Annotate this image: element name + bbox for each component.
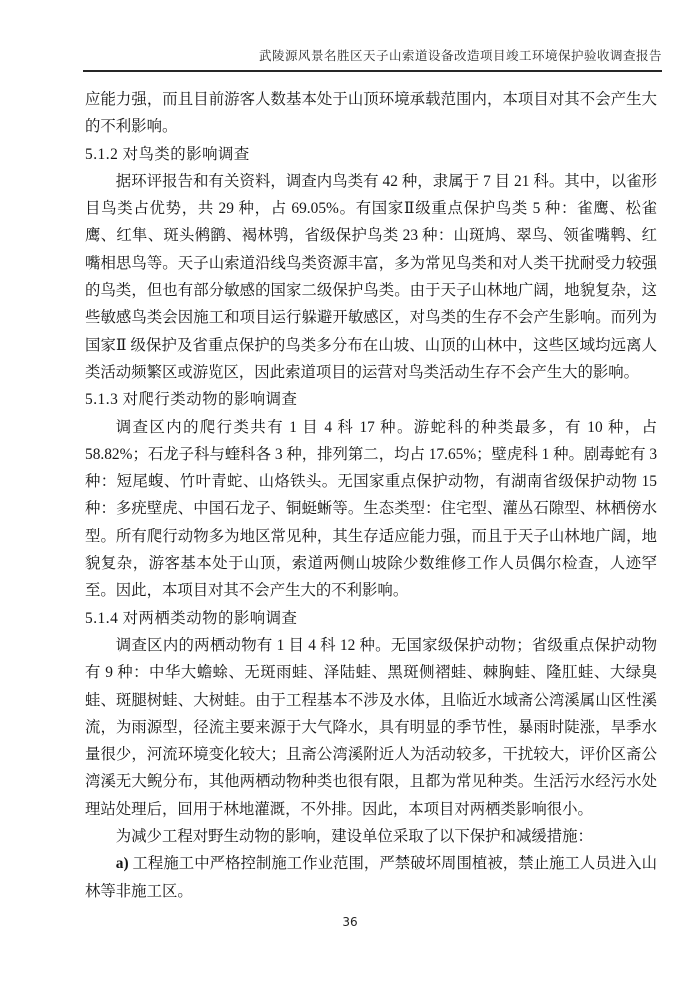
paragraph: 为减少工程对野生动物的影响，建设单位采取了以下保护和减缓措施：: [115, 828, 593, 846]
section-heading: 5.1.4 对两栖类动物的影响调查: [85, 609, 298, 627]
page-header: [83, 46, 662, 72]
document-body: [85, 86, 657, 905]
section-heading: 5.1.3 对爬行类动物的影响调查: [85, 391, 298, 409]
page-number: 36: [342, 915, 358, 929]
paragraph: 调查区内的爬行类共有 1 目 4 科 17 种。游蛇科的种类最多，有 10 种，占 58.82%；石龙子科与蝰科各 3 种，排列第二，均占 17.65%；壁虎科 1 种。剧毒蛇有 3 种：短尾蝮、竹叶青蛇、山烙铁头。无国家重点保护动物，有湖南省级保护动物 15 种：多疣壁虎、中国石龙子、铜蜓蜥等。生态类型：住宅型、灌丛石隙型、林栖傍水型。所有爬行动物多为地区常见种，其生存适应能力强，而且于天子山林地广阔，地貌复杂，游客基本处于山顶，索道两侧山坡除少数维修工作人员偶尔检查，人迹罕至。因此，本项目对其不会产生大的不利影响。: [85, 418, 658, 600]
report-title: 武陵源风景名胜区天子山索道设备改造项目竣工环境保护验收调查报告: [258, 49, 662, 63]
page-footer: [0, 913, 700, 931]
section-heading: 5.1.2 对鸟类的影响调查: [85, 145, 250, 163]
paragraph: 应能力强，而且目前游客人数基本处于山顶环境承载范围内，本项目对其不会产生大的不利影响。: [85, 91, 657, 136]
paragraph: a) 工程施工中严格控制施工作业范围，严禁破坏周围植被，禁止施工人员进入山林等非施工区。: [85, 855, 657, 900]
list-item-marker: a): [115, 855, 129, 873]
paragraph: 调查区内的两栖动物有 1 目 4 科 12 种。无国家级保护动物；省级重点保护动物有 9 种：中华大蟾蜍、无斑雨蛙、泽陆蛙、黑斑侧褶蛙、棘胸蛙、隆肛蛙、大绿臭蛙、斑腿树蛙、大树蛙。由于工程基本不涉及水体，且临近水域斋公湾溪属山区性溪流，为雨源型，径流主要来源于大气降水，具有明显的季节性，暴雨时陡涨，旱季水量很少，河流环境变化较大；且斋公湾溪附近人为活动较多，干扰较大，评价区斋公湾溪无大鲵分布，其他两栖动物种类也很有限，且都为常见种类。生活污水经污水处理站处理后，回用于林地灌溉，不外排。因此，本项目对两栖类影响很小。: [85, 636, 657, 818]
paragraph: 据环评报告和有关资料，调查内鸟类有 42 种，隶属于 7 目 21 科。其中，以雀形目鸟类占优势，共 29 种，占 69.05%。有国家Ⅱ级重点保护鸟类 5 种：雀鹰、松雀鹰、红隼、斑头鸺鹠、褐林鸮，省级保护鸟类 23 种：山斑鸠、翠鸟、领雀嘴鹎、红嘴相思鸟等。天子山索道沿线鸟类资源丰富，多为常见鸟类和对人类干扰耐受力较强的鸟类，但也有部分敏感的国家二级保护鸟类。由于天子山林地广阔，地貌复杂，这些敏感鸟类会因施工和项目运行躲避开敏感区，对鸟类的生存不会产生影响。而列为国家Ⅱ 级保护及省重点保护的鸟类多分布在山坡、山顶的山林中，这些区域均远离人类活动频繁区或游览区，因此索道项目的运营对鸟类活动生存不会产生大的影响。: [85, 172, 657, 381]
